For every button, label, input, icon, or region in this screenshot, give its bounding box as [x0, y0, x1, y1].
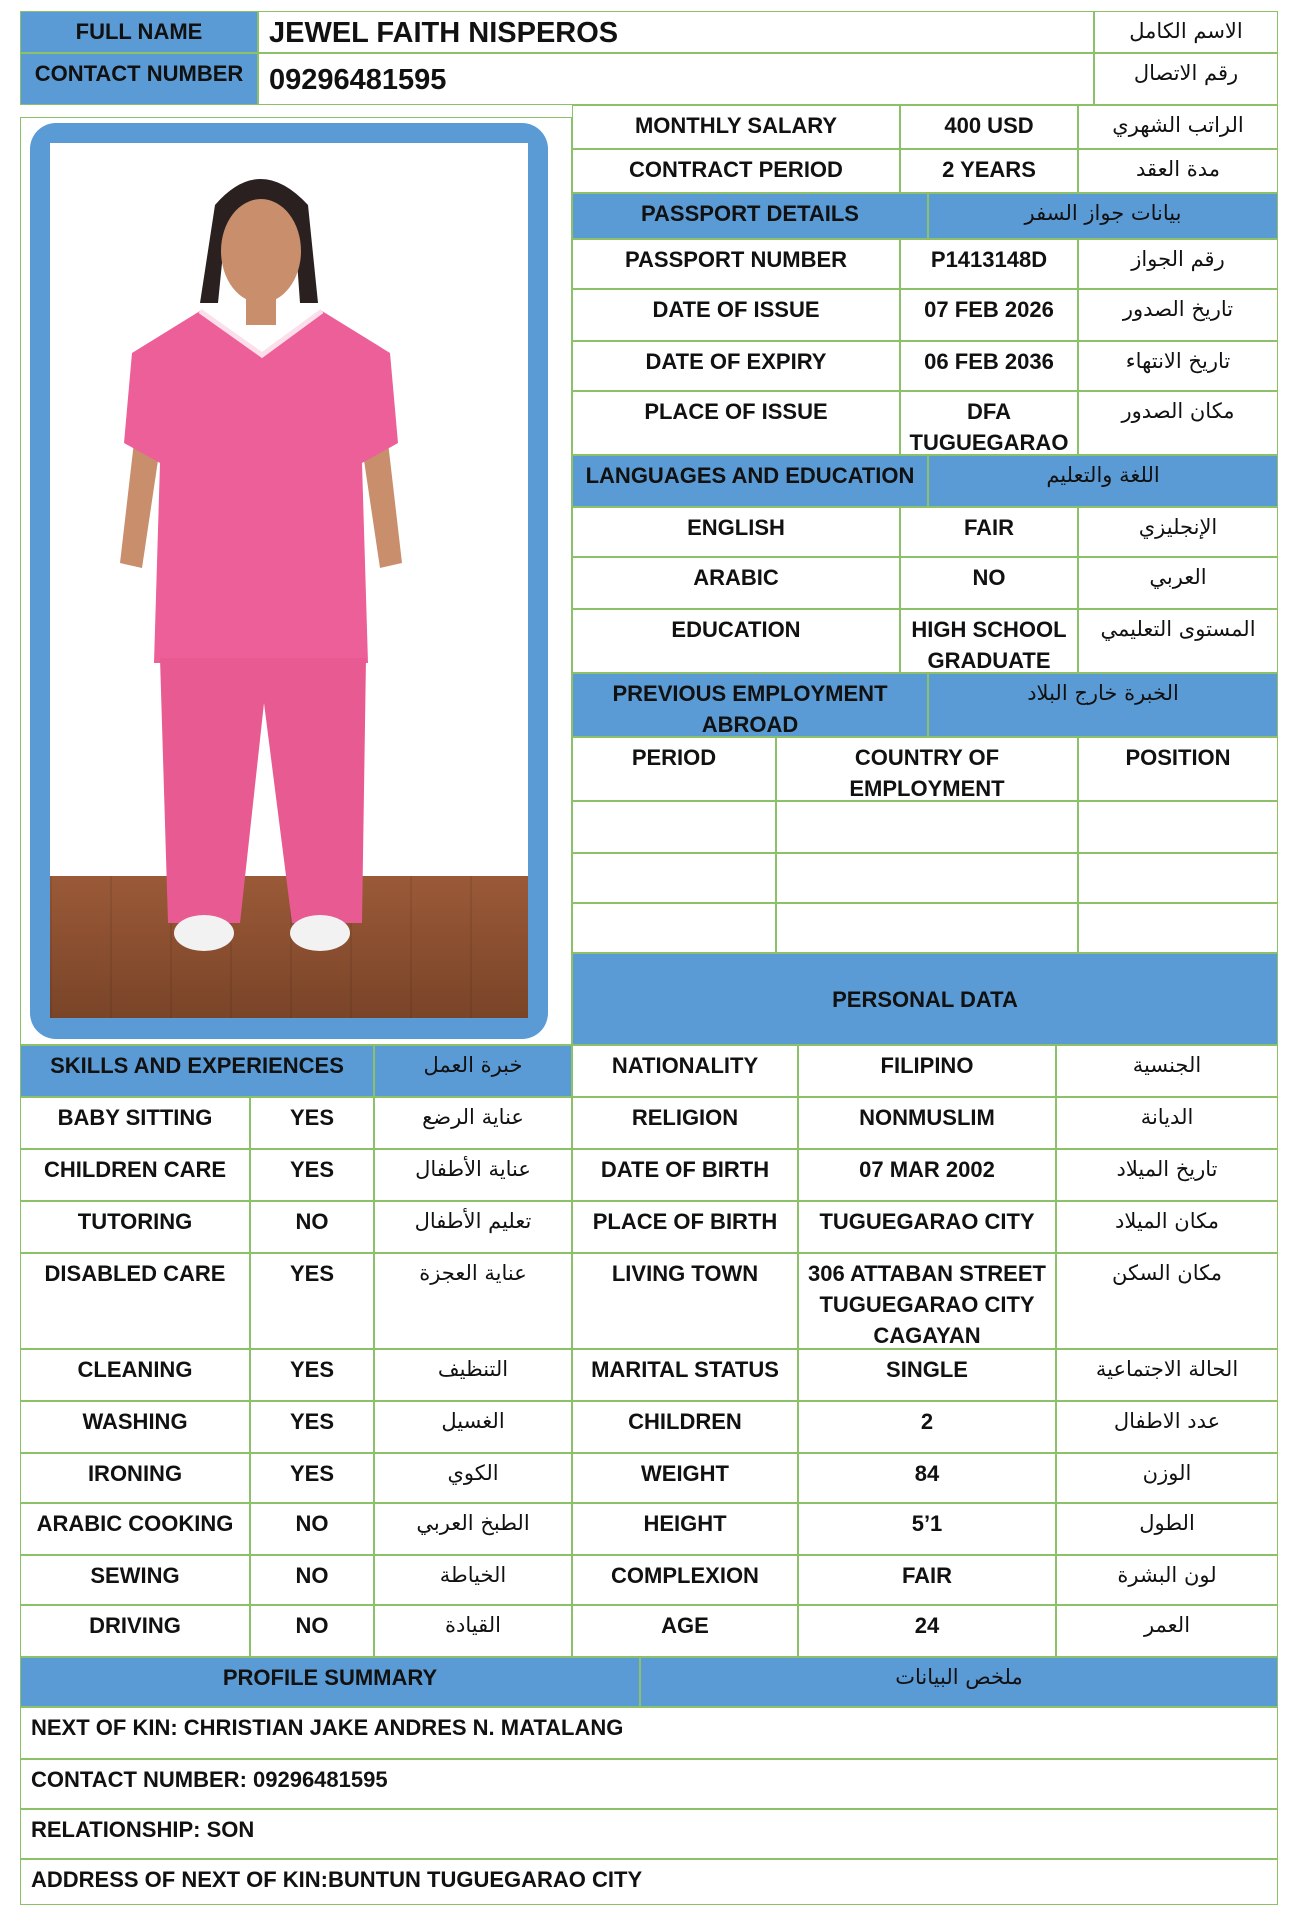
employment-empty-cell — [776, 853, 1078, 903]
full-name-label: FULL NAME — [20, 11, 258, 53]
skill-label-ar: تعليم الأطفال — [374, 1201, 572, 1253]
passport-number-value: P1413148D — [900, 239, 1078, 289]
summary-contact-number: CONTACT NUMBER: 09296481595 — [20, 1759, 1278, 1809]
skill-label: DISABLED CARE — [20, 1253, 250, 1349]
skill-value: YES — [250, 1401, 374, 1453]
skill-label: CLEANING — [20, 1349, 250, 1401]
skill-label-ar: التنظيف — [374, 1349, 572, 1401]
person-figure — [50, 143, 528, 1018]
languages-education-header-ar: اللغة والتعليم — [928, 455, 1278, 507]
contact-number-value: 09296481595 — [258, 53, 1094, 105]
contact-number-label: CONTACT NUMBER — [20, 53, 258, 105]
employment-col-position: POSITION — [1078, 737, 1278, 801]
date-of-expiry-label: DATE OF EXPIRY — [572, 341, 900, 391]
education-label-ar: المستوى التعليمي — [1078, 609, 1278, 673]
contract-period-label-ar: مدة العقد — [1078, 149, 1278, 193]
employment-empty-cell — [572, 801, 776, 853]
personal-label-ar: الطول — [1056, 1503, 1278, 1555]
personal-value: 84 — [798, 1453, 1056, 1503]
skill-label: ARABIC COOKING — [20, 1503, 250, 1555]
skill-label-ar: عناية الأطفال — [374, 1149, 572, 1201]
place-of-issue-label-ar: مكان الصدور — [1078, 391, 1278, 455]
arabic-label: ARABIC — [572, 557, 900, 609]
skill-value: NO — [250, 1605, 374, 1657]
employment-empty-cell — [1078, 853, 1278, 903]
skills-header: SKILLS AND EXPERIENCES — [20, 1045, 374, 1097]
skill-label: WASHING — [20, 1401, 250, 1453]
profile-summary-header-ar: ملخص البيانات — [640, 1657, 1278, 1707]
date-of-expiry-label-ar: تاريخ الانتهاء — [1078, 341, 1278, 391]
summary-address: ADDRESS OF NEXT OF KIN:BUNTUN TUGUEGARAO CITY — [20, 1859, 1278, 1905]
education-label: EDUCATION — [572, 609, 900, 673]
personal-data-header: PERSONAL DATA — [572, 953, 1278, 1045]
skill-label-ar: الكوي — [374, 1453, 572, 1503]
date-of-issue-value: 07 FEB 2026 — [900, 289, 1078, 341]
personal-label-ar: العمر — [1056, 1605, 1278, 1657]
employment-col-period: PERIOD — [572, 737, 776, 801]
skill-label-ar: الطبخ العربي — [374, 1503, 572, 1555]
personal-label-ar: مكان الميلاد — [1056, 1201, 1278, 1253]
profile-summary-header: PROFILE SUMMARY — [20, 1657, 640, 1707]
monthly-salary-label: MONTHLY SALARY — [572, 105, 900, 149]
skill-value: YES — [250, 1149, 374, 1201]
skill-label: SEWING — [20, 1555, 250, 1605]
personal-label: PLACE OF BIRTH — [572, 1201, 798, 1253]
skill-value: NO — [250, 1555, 374, 1605]
personal-value: 24 — [798, 1605, 1056, 1657]
english-value: FAIR — [900, 507, 1078, 557]
place-of-issue-label: PLACE OF ISSUE — [572, 391, 900, 455]
passport-number-label: PASSPORT NUMBER — [572, 239, 900, 289]
skill-label-ar: عناية الرضع — [374, 1097, 572, 1149]
personal-value: FILIPINO — [798, 1045, 1056, 1097]
skill-label: CHILDREN CARE — [20, 1149, 250, 1201]
personal-value: 5’1 — [798, 1503, 1056, 1555]
english-label: ENGLISH — [572, 507, 900, 557]
skill-value: NO — [250, 1503, 374, 1555]
skill-label-ar: الغسيل — [374, 1401, 572, 1453]
skill-value: YES — [250, 1097, 374, 1149]
skill-label-ar: عناية العجزة — [374, 1253, 572, 1349]
personal-value: SINGLE — [798, 1349, 1056, 1401]
employment-empty-cell — [1078, 903, 1278, 953]
place-of-issue-value: DFA TUGUEGARAO — [900, 391, 1078, 455]
employment-empty-cell — [1078, 801, 1278, 853]
personal-label: MARITAL STATUS — [572, 1349, 798, 1401]
skill-label: TUTORING — [20, 1201, 250, 1253]
skill-label: BABY SITTING — [20, 1097, 250, 1149]
personal-label-ar: الديانة — [1056, 1097, 1278, 1149]
skill-label: IRONING — [20, 1453, 250, 1503]
languages-education-header: LANGUAGES AND EDUCATION — [572, 455, 928, 507]
personal-value: 2 — [798, 1401, 1056, 1453]
personal-label: NATIONALITY — [572, 1045, 798, 1097]
contract-period-label: CONTRACT PERIOD — [572, 149, 900, 193]
contact-number-label-ar: رقم الاتصال — [1094, 53, 1278, 105]
personal-label: HEIGHT — [572, 1503, 798, 1555]
passport-number-label-ar: رقم الجواز — [1078, 239, 1278, 289]
personal-label: CHILDREN — [572, 1401, 798, 1453]
arabic-label-ar: العربي — [1078, 557, 1278, 609]
skill-label: DRIVING — [20, 1605, 250, 1657]
skills-header-ar: خبرة العمل — [374, 1045, 572, 1097]
employment-empty-cell — [776, 903, 1078, 953]
personal-label: RELIGION — [572, 1097, 798, 1149]
skill-value: YES — [250, 1349, 374, 1401]
employment-empty-cell — [572, 903, 776, 953]
education-value: HIGH SCHOOL GRADUATE — [900, 609, 1078, 673]
personal-label-ar: الحالة الاجتماعية — [1056, 1349, 1278, 1401]
summary-next-of-kin: NEXT OF KIN: CHRISTIAN JAKE ANDRES N. MATALANG — [20, 1707, 1278, 1759]
personal-label: AGE — [572, 1605, 798, 1657]
personal-label: DATE OF BIRTH — [572, 1149, 798, 1201]
personal-label-ar: تاريخ الميلاد — [1056, 1149, 1278, 1201]
monthly-salary-value: 400 USD — [900, 105, 1078, 149]
passport-details-header: PASSPORT DETAILS — [572, 193, 928, 239]
personal-value: 07 MAR 2002 — [798, 1149, 1056, 1201]
full-name-value: JEWEL FAITH NISPEROS — [258, 11, 1094, 53]
skill-label-ar: الخياطة — [374, 1555, 572, 1605]
personal-label-ar: مكان السكن — [1056, 1253, 1278, 1349]
date-of-issue-label-ar: تاريخ الصدور — [1078, 289, 1278, 341]
date-of-issue-label: DATE OF ISSUE — [572, 289, 900, 341]
biodata-sheet — [20, 11, 1278, 1905]
photo-frame — [30, 123, 548, 1039]
personal-label: WEIGHT — [572, 1453, 798, 1503]
personal-label-ar: الوزن — [1056, 1453, 1278, 1503]
employment-col-country: COUNTRY OF EMPLOYMENT — [776, 737, 1078, 801]
contract-period-value: 2 YEARS — [900, 149, 1078, 193]
personal-value: NONMUSLIM — [798, 1097, 1056, 1149]
date-of-expiry-value: 06 FEB 2036 — [900, 341, 1078, 391]
passport-details-header-ar: بيانات جواز السفر — [928, 193, 1278, 239]
english-label-ar: الإنجليزي — [1078, 507, 1278, 557]
personal-value: 306 ATTABAN STREET TUGUEGARAO CITY CAGAYAN — [798, 1253, 1056, 1349]
arabic-value: NO — [900, 557, 1078, 609]
personal-label-ar: عدد الاطفال — [1056, 1401, 1278, 1453]
previous-employment-header: PREVIOUS EMPLOYMENT ABROAD — [572, 673, 928, 737]
personal-value: FAIR — [798, 1555, 1056, 1605]
personal-label: LIVING TOWN — [572, 1253, 798, 1349]
employment-empty-cell — [572, 853, 776, 903]
skill-label-ar: القيادة — [374, 1605, 572, 1657]
skill-value: YES — [250, 1253, 374, 1349]
personal-label: COMPLEXION — [572, 1555, 798, 1605]
monthly-salary-label-ar: الراتب الشهري — [1078, 105, 1278, 149]
personal-value: TUGUEGARAO CITY — [798, 1201, 1056, 1253]
employment-empty-cell — [776, 801, 1078, 853]
personal-label-ar: الجنسية — [1056, 1045, 1278, 1097]
candidate-photo — [50, 143, 528, 1018]
full-name-label-ar: الاسم الكامل — [1094, 11, 1278, 53]
personal-label-ar: لون البشرة — [1056, 1555, 1278, 1605]
skill-value: NO — [250, 1201, 374, 1253]
previous-employment-header-ar: الخبرة خارج البلاد — [928, 673, 1278, 737]
skill-value: YES — [250, 1453, 374, 1503]
summary-relationship: RELATIONSHIP: SON — [20, 1809, 1278, 1859]
